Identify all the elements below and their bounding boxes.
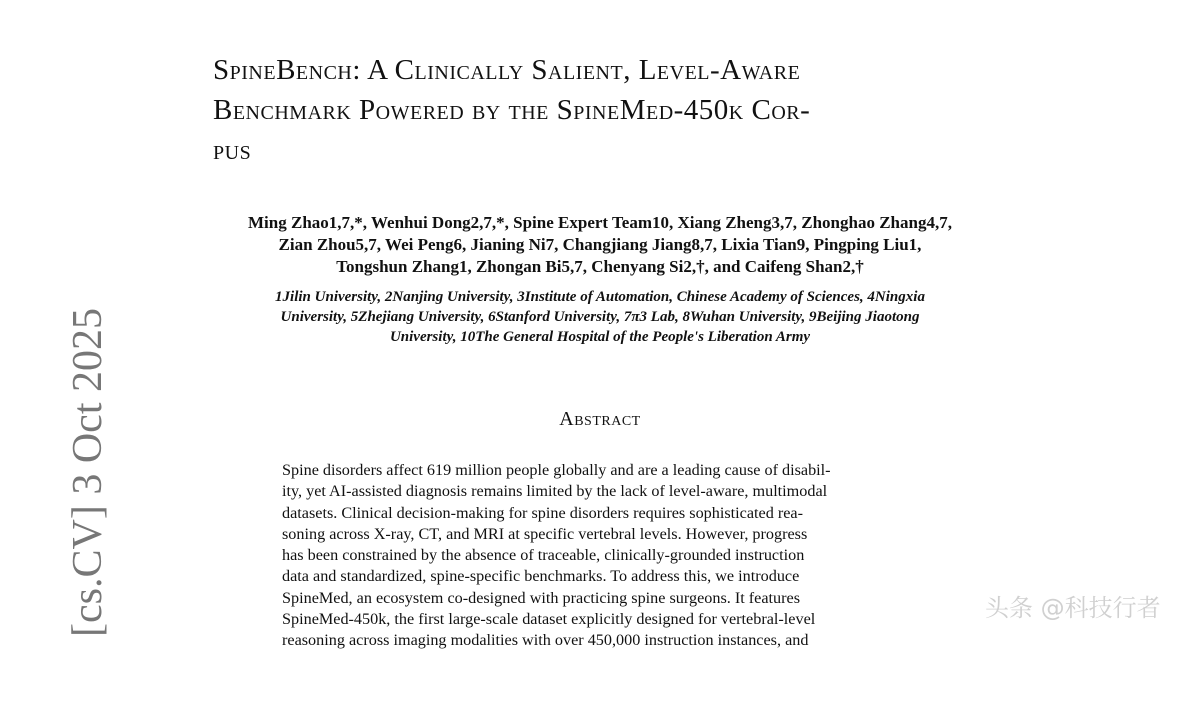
- abstract-heading: Abstract: [559, 408, 641, 430]
- affiliation-line: 1Jilin University, 2Nanjing University, 3Institute of Automation, Chinese Academy of Sciences, 4Ningxia: [275, 289, 925, 305]
- title-line: pus: [213, 134, 252, 166]
- author-line: Zian Zhou5,7, Wei Peng6, Jianing Ni7, Changjiang Jiang8,7, Lixia Tian9, Pingping Liu1,: [278, 235, 922, 254]
- abstract-line: SpineMed-450k, the first large-scale dataset explicitly designed for vertebral-level: [282, 610, 816, 629]
- title-line: SpineBench: A Clinically Salient, Level-Aware: [213, 54, 801, 86]
- abstract-line: has been constrained by the absence of traceable, clinically-grounded instruction: [282, 546, 805, 565]
- abstract-body: [282, 460, 922, 652]
- author-list: [180, 212, 1020, 278]
- author-line: Ming Zhao1,7,*, Wenhui Dong2,7,*, Spine Expert Team10, Xiang Zheng3,7, Zhonghao Zhang4,7,: [248, 213, 952, 232]
- paper-title: [213, 50, 1003, 170]
- affiliation-list: [180, 287, 1020, 347]
- abstract-line: ity, yet AI-assisted diagnosis remains limited by the lack of level-aware, multimodal: [282, 482, 828, 501]
- abstract-line: soning across X-ray, CT, and MRI at specific vertebral levels. However, progress: [282, 524, 808, 543]
- affiliation-line: University, 10The General Hospital of the People's Liberation Army: [389, 329, 811, 345]
- abstract-line: SpineMed, an ecosystem co-designed with practicing spine surgeons. It features: [282, 588, 801, 607]
- affiliation-line: University, 5Zhejiang University, 6Stanford University, 7π3 Lab, 8Wuhan University, 9Beijing Jiaotong: [280, 309, 920, 325]
- abstract-line: reasoning across imaging modalities with over 450,000 instruction instances, and: [282, 631, 809, 650]
- author-line: Tongshun Zhang1, Zhongan Bi5,7, Chenyang Si2,†, and Caifeng Shan2,†: [336, 257, 864, 276]
- abstract-line: data and standardized, spine-specific benchmarks. To address this, we introduce: [282, 567, 800, 586]
- abstract-line: Spine disorders affect 619 million people globally and are a leading cause of disabil-: [282, 461, 831, 479]
- watermark: 头条 @科技行者: [985, 594, 1161, 622]
- title-line: Benchmark Powered by the SpineMed-450k Cor-: [213, 94, 811, 126]
- abstract-line: datasets. Clinical decision-making for spine disorders requires sophisticated rea-: [282, 503, 803, 522]
- arxiv-margin-label: [cs.CV] 3 Oct 2025: [65, 308, 111, 637]
